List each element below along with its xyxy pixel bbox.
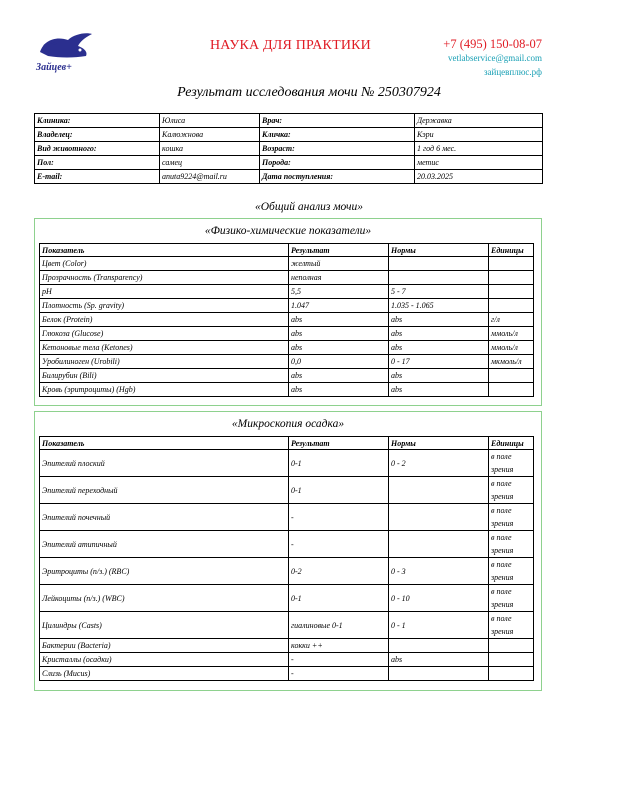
- info-value: 20.03.2025: [415, 170, 543, 184]
- info-label: Возраст:: [260, 142, 415, 156]
- norm-value: abs: [389, 341, 489, 355]
- phone-number: +7 (495) 150-08-07: [443, 37, 542, 51]
- info-value: Кэри: [415, 128, 543, 142]
- info-row: [35, 170, 543, 184]
- param-name: Эпителий плоский: [40, 450, 289, 477]
- unit-value: [489, 285, 534, 299]
- table-row: [40, 450, 534, 477]
- param-name: Кетоновые тела (Ketones): [40, 341, 289, 355]
- param-name: Прозрачность (Transparency): [40, 271, 289, 285]
- table-row: [40, 369, 534, 383]
- norm-value: 0 - 2: [389, 450, 489, 477]
- norm-value: [389, 639, 489, 653]
- table-row: [40, 271, 534, 285]
- unit-value: [489, 639, 534, 653]
- unit-value: г/л: [489, 313, 534, 327]
- param-name: Эритроциты (п/з.) (RBC): [40, 558, 289, 585]
- column-header: Нормы: [389, 244, 489, 257]
- info-value: 1 год 6 мес.: [415, 142, 543, 156]
- info-label: Врач:: [260, 114, 415, 128]
- info-row: [35, 114, 543, 128]
- info-row: [35, 142, 543, 156]
- info-value: метис: [415, 156, 543, 170]
- table-row: [40, 504, 534, 531]
- result-value: 0-1: [289, 585, 389, 612]
- norm-value: [389, 531, 489, 558]
- info-value: кошка: [160, 142, 260, 156]
- unit-value: в поле зрения: [489, 612, 534, 639]
- result-value: 0-2: [289, 558, 389, 585]
- param-name: Бактерии (Bacteria): [40, 639, 289, 653]
- table-row: [40, 531, 534, 558]
- column-header: Показатель: [40, 437, 289, 450]
- microscopy-table: [39, 436, 534, 681]
- unit-value: [489, 369, 534, 383]
- norm-value: 1.035 - 1.065: [389, 299, 489, 313]
- info-label: E-mail:: [35, 170, 160, 184]
- table-row: [40, 667, 534, 681]
- info-label: Порода:: [260, 156, 415, 170]
- norm-value: 0 - 17: [389, 355, 489, 369]
- result-value: 0-1: [289, 450, 389, 477]
- table-row: [40, 383, 534, 397]
- param-name: Плотность (Sp. gravity): [40, 299, 289, 313]
- unit-value: [489, 257, 534, 271]
- unit-value: в поле зрения: [489, 531, 534, 558]
- result-value: 0-1: [289, 477, 389, 504]
- unit-value: мкмоль/л: [489, 355, 534, 369]
- norm-value: abs: [389, 383, 489, 397]
- table-row: [40, 327, 534, 341]
- info-value: anuta9224@mail.ru: [160, 170, 260, 184]
- table-row: [40, 341, 534, 355]
- column-header: Единицы: [489, 437, 534, 450]
- unit-value: в поле зрения: [489, 450, 534, 477]
- norm-value: [389, 257, 489, 271]
- unit-value: в поле зрения: [489, 477, 534, 504]
- table-row: [40, 477, 534, 504]
- unit-value: [489, 299, 534, 313]
- param-name: Слизь (Mucus): [40, 667, 289, 681]
- result-value: 5,5: [289, 285, 389, 299]
- result-value: -: [289, 667, 389, 681]
- unit-value: [489, 383, 534, 397]
- norm-value: abs: [389, 327, 489, 341]
- email-link[interactable]: vetlabservice@gmail.com: [447, 53, 542, 63]
- result-value: abs: [289, 327, 389, 341]
- patient-info-table: [34, 113, 543, 184]
- table-row: [40, 585, 534, 612]
- result-value: 0,0: [289, 355, 389, 369]
- param-name: Белок (Protein): [40, 313, 289, 327]
- result-value: неполная: [289, 271, 389, 285]
- brand-title: НАУКА ДЛЯ ПРАКТИКИ: [210, 38, 371, 53]
- norm-value: [389, 667, 489, 681]
- param-name: Билирубин (Bili): [40, 369, 289, 383]
- physchem-section: [34, 218, 542, 406]
- param-name: Кристаллы (осадки): [40, 653, 289, 667]
- table-row: [40, 612, 534, 639]
- result-value: -: [289, 531, 389, 558]
- table-row: [40, 313, 534, 327]
- info-label: Клиника:: [35, 114, 160, 128]
- column-header: Нормы: [389, 437, 489, 450]
- param-name: Цилиндры (Casts): [40, 612, 289, 639]
- unit-value: [489, 653, 534, 667]
- result-value: abs: [289, 313, 389, 327]
- norm-value: [389, 504, 489, 531]
- info-row: [35, 156, 543, 170]
- info-label: Владелец:: [35, 128, 160, 142]
- result-value: abs: [289, 341, 389, 355]
- info-value: самец: [160, 156, 260, 170]
- param-name: Цвет (Color): [40, 257, 289, 271]
- column-header: Результат: [289, 437, 389, 450]
- unit-value: [489, 271, 534, 285]
- info-row: [35, 128, 543, 142]
- result-value: кокки ++: [289, 639, 389, 653]
- info-value: Калюжнова: [160, 128, 260, 142]
- param-name: pH: [40, 285, 289, 299]
- unit-value: [489, 667, 534, 681]
- info-value: Юлиса: [160, 114, 260, 128]
- norm-value: 0 - 3: [389, 558, 489, 585]
- norm-value: abs: [389, 313, 489, 327]
- table-row: [40, 299, 534, 313]
- info-label: Кличка:: [260, 128, 415, 142]
- logo-hare-icon: [34, 30, 98, 74]
- info-label: Вид животного:: [35, 142, 160, 156]
- column-header: Показатель: [40, 244, 289, 257]
- logo-text: Зайцев+: [36, 62, 72, 73]
- param-name: Лейкоциты (п/з.) (WBC): [40, 585, 289, 612]
- param-name: Эпителий почечный: [40, 504, 289, 531]
- norm-value: 0 - 1: [389, 612, 489, 639]
- norm-value: 5 - 7: [389, 285, 489, 299]
- result-value: abs: [289, 369, 389, 383]
- norm-value: abs: [389, 369, 489, 383]
- result-value: -: [289, 504, 389, 531]
- result-value: гиалиновые 0-1: [289, 612, 389, 639]
- unit-value: ммоль/л: [489, 341, 534, 355]
- param-name: Эпителий атипичный: [40, 531, 289, 558]
- table-row: [40, 285, 534, 299]
- unit-value: в поле зрения: [489, 558, 534, 585]
- info-value: Державка: [415, 114, 543, 128]
- param-name: Глюкоза (Glucose): [40, 327, 289, 341]
- result-value: abs: [289, 383, 389, 397]
- norm-value: abs: [389, 653, 489, 667]
- result-value: желтый: [289, 257, 389, 271]
- result-value: 1.047: [289, 299, 389, 313]
- param-name: Уробилиноген (Urobili): [40, 355, 289, 369]
- column-header: Результат: [289, 244, 389, 257]
- microscopy-title: «Микроскопия осадка»: [231, 418, 345, 430]
- general-analysis-title: «Общий анализ мочи»: [254, 201, 363, 213]
- physchem-table: [39, 243, 534, 397]
- table-row: [40, 558, 534, 585]
- param-name: Эпителий переходный: [40, 477, 289, 504]
- info-label: Пол:: [35, 156, 160, 170]
- norm-value: 0 - 10: [389, 585, 489, 612]
- column-header: Единицы: [489, 244, 534, 257]
- site-link[interactable]: зайцевплюс.рф: [483, 67, 542, 77]
- physchem-title: «Физико-химические показатели»: [204, 225, 372, 237]
- table-row: [40, 639, 534, 653]
- norm-value: [389, 271, 489, 285]
- table-row: [40, 355, 534, 369]
- param-name: Кровь (эритроциты) (Hgb): [40, 383, 289, 397]
- norm-value: [389, 477, 489, 504]
- unit-value: ммоль/л: [489, 327, 534, 341]
- unit-value: в поле зрения: [489, 504, 534, 531]
- contact-block: [443, 37, 542, 79]
- page-title: Результат исследования мочи № 250307924: [177, 85, 441, 100]
- table-row: [40, 653, 534, 667]
- microscopy-section: [34, 411, 542, 691]
- result-value: -: [289, 653, 389, 667]
- info-label: Дата поступления:: [260, 170, 415, 184]
- table-row: [40, 257, 534, 271]
- unit-value: в поле зрения: [489, 585, 534, 612]
